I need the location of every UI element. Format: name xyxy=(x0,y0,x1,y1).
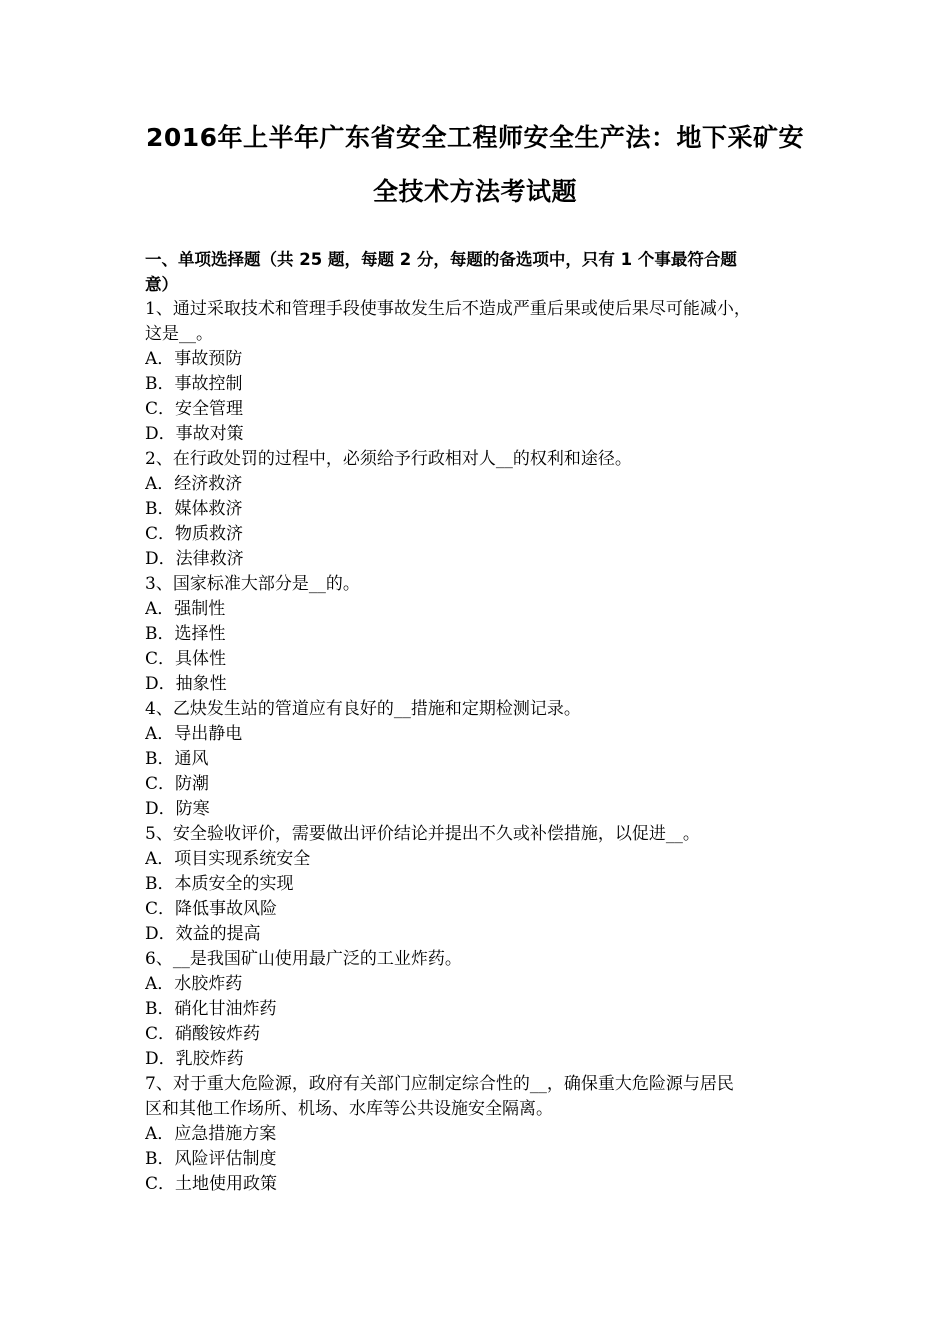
answer-option: B．本质安全的实现 xyxy=(145,874,294,894)
document-title-line-2: 全技术方法考试题 xyxy=(372,177,577,206)
document-body xyxy=(145,219,810,1197)
answer-option: B．硝化甘油炸药 xyxy=(145,999,277,1019)
answer-option: A．经济救济 xyxy=(145,474,243,494)
answer-option: D．事故对策 xyxy=(145,424,244,444)
answer-option: C．土地使用政策 xyxy=(145,1174,278,1194)
question-stem: 区和其他工作场所、机场、水库等公共设施安全隔离。 xyxy=(145,1099,553,1119)
answer-option: D．乳胶炸药 xyxy=(145,1049,244,1069)
answer-option: D．防寒 xyxy=(145,799,210,819)
question-item xyxy=(145,697,810,822)
question-item xyxy=(145,822,810,947)
answer-option: B．媒体救济 xyxy=(145,499,243,519)
answer-option: A．项目实现系统安全 xyxy=(145,849,311,869)
answer-option: C．降低事故风险 xyxy=(145,899,278,919)
answer-option: A．强制性 xyxy=(145,599,226,619)
section-heading xyxy=(145,247,810,297)
answer-option: B．事故控制 xyxy=(145,374,243,394)
question-stem: 2、在行政处罚的过程中，必须给予行政相对人__的权利和途径。 xyxy=(145,449,632,469)
answer-option: B．通风 xyxy=(145,749,209,769)
question-stem: 4、乙炔发生站的管道应有良好的__措施和定期检测记录。 xyxy=(145,699,581,719)
answer-option: B．选择性 xyxy=(145,624,226,644)
question-stem: 6、__是我国矿山使用最广泛的工业炸药。 xyxy=(145,949,462,969)
answer-option: B．风险评估制度 xyxy=(145,1149,277,1169)
answer-option: C．安全管理 xyxy=(145,399,244,419)
question-item xyxy=(145,447,810,572)
answer-option: C．物质救济 xyxy=(145,524,244,544)
answer-option: D．法律救济 xyxy=(145,549,244,569)
document-title-line-1: 2016年上半年广东省安全工程师安全生产法：地下采矿安 xyxy=(145,123,805,152)
answer-option: C．硝酸铵炸药 xyxy=(145,1024,261,1044)
question-item xyxy=(145,297,810,447)
section-heading-line: 意） xyxy=(145,275,178,294)
question-item xyxy=(145,572,810,697)
answer-option: D．抽象性 xyxy=(145,674,227,694)
question-stem: 这是__。 xyxy=(145,324,213,344)
question-stem: 5、安全验收评价，需要做出评价结论并提出不久或补偿措施，以促进__。 xyxy=(145,824,700,844)
answer-option: C．具体性 xyxy=(145,649,227,669)
answer-option: A．事故预防 xyxy=(145,349,243,369)
answer-option: D．效益的提高 xyxy=(145,924,261,944)
answer-option: A．水胶炸药 xyxy=(145,974,243,994)
question-stem: 3、国家标准大部分是__的。 xyxy=(145,574,360,594)
question-list xyxy=(145,297,810,1197)
question-stem: 7、对于重大危险源，政府有关部门应制定综合性的__，确保重大危险源与居民 xyxy=(145,1074,734,1094)
question-item xyxy=(145,947,810,1072)
answer-option: A．应急措施方案 xyxy=(145,1124,277,1144)
question-item xyxy=(145,1072,810,1197)
section-heading-line: 一、单项选择题（共 25 题，每题 2 分，每题的备选项中，只有 1 个事最符合题 xyxy=(145,250,737,269)
question-stem: 1、通过采取技术和管理手段使事故发生后不造成严重后果或使后果尽可能减小， xyxy=(145,299,751,319)
answer-option: C．防潮 xyxy=(145,774,210,794)
answer-option: A．导出静电 xyxy=(145,724,243,744)
